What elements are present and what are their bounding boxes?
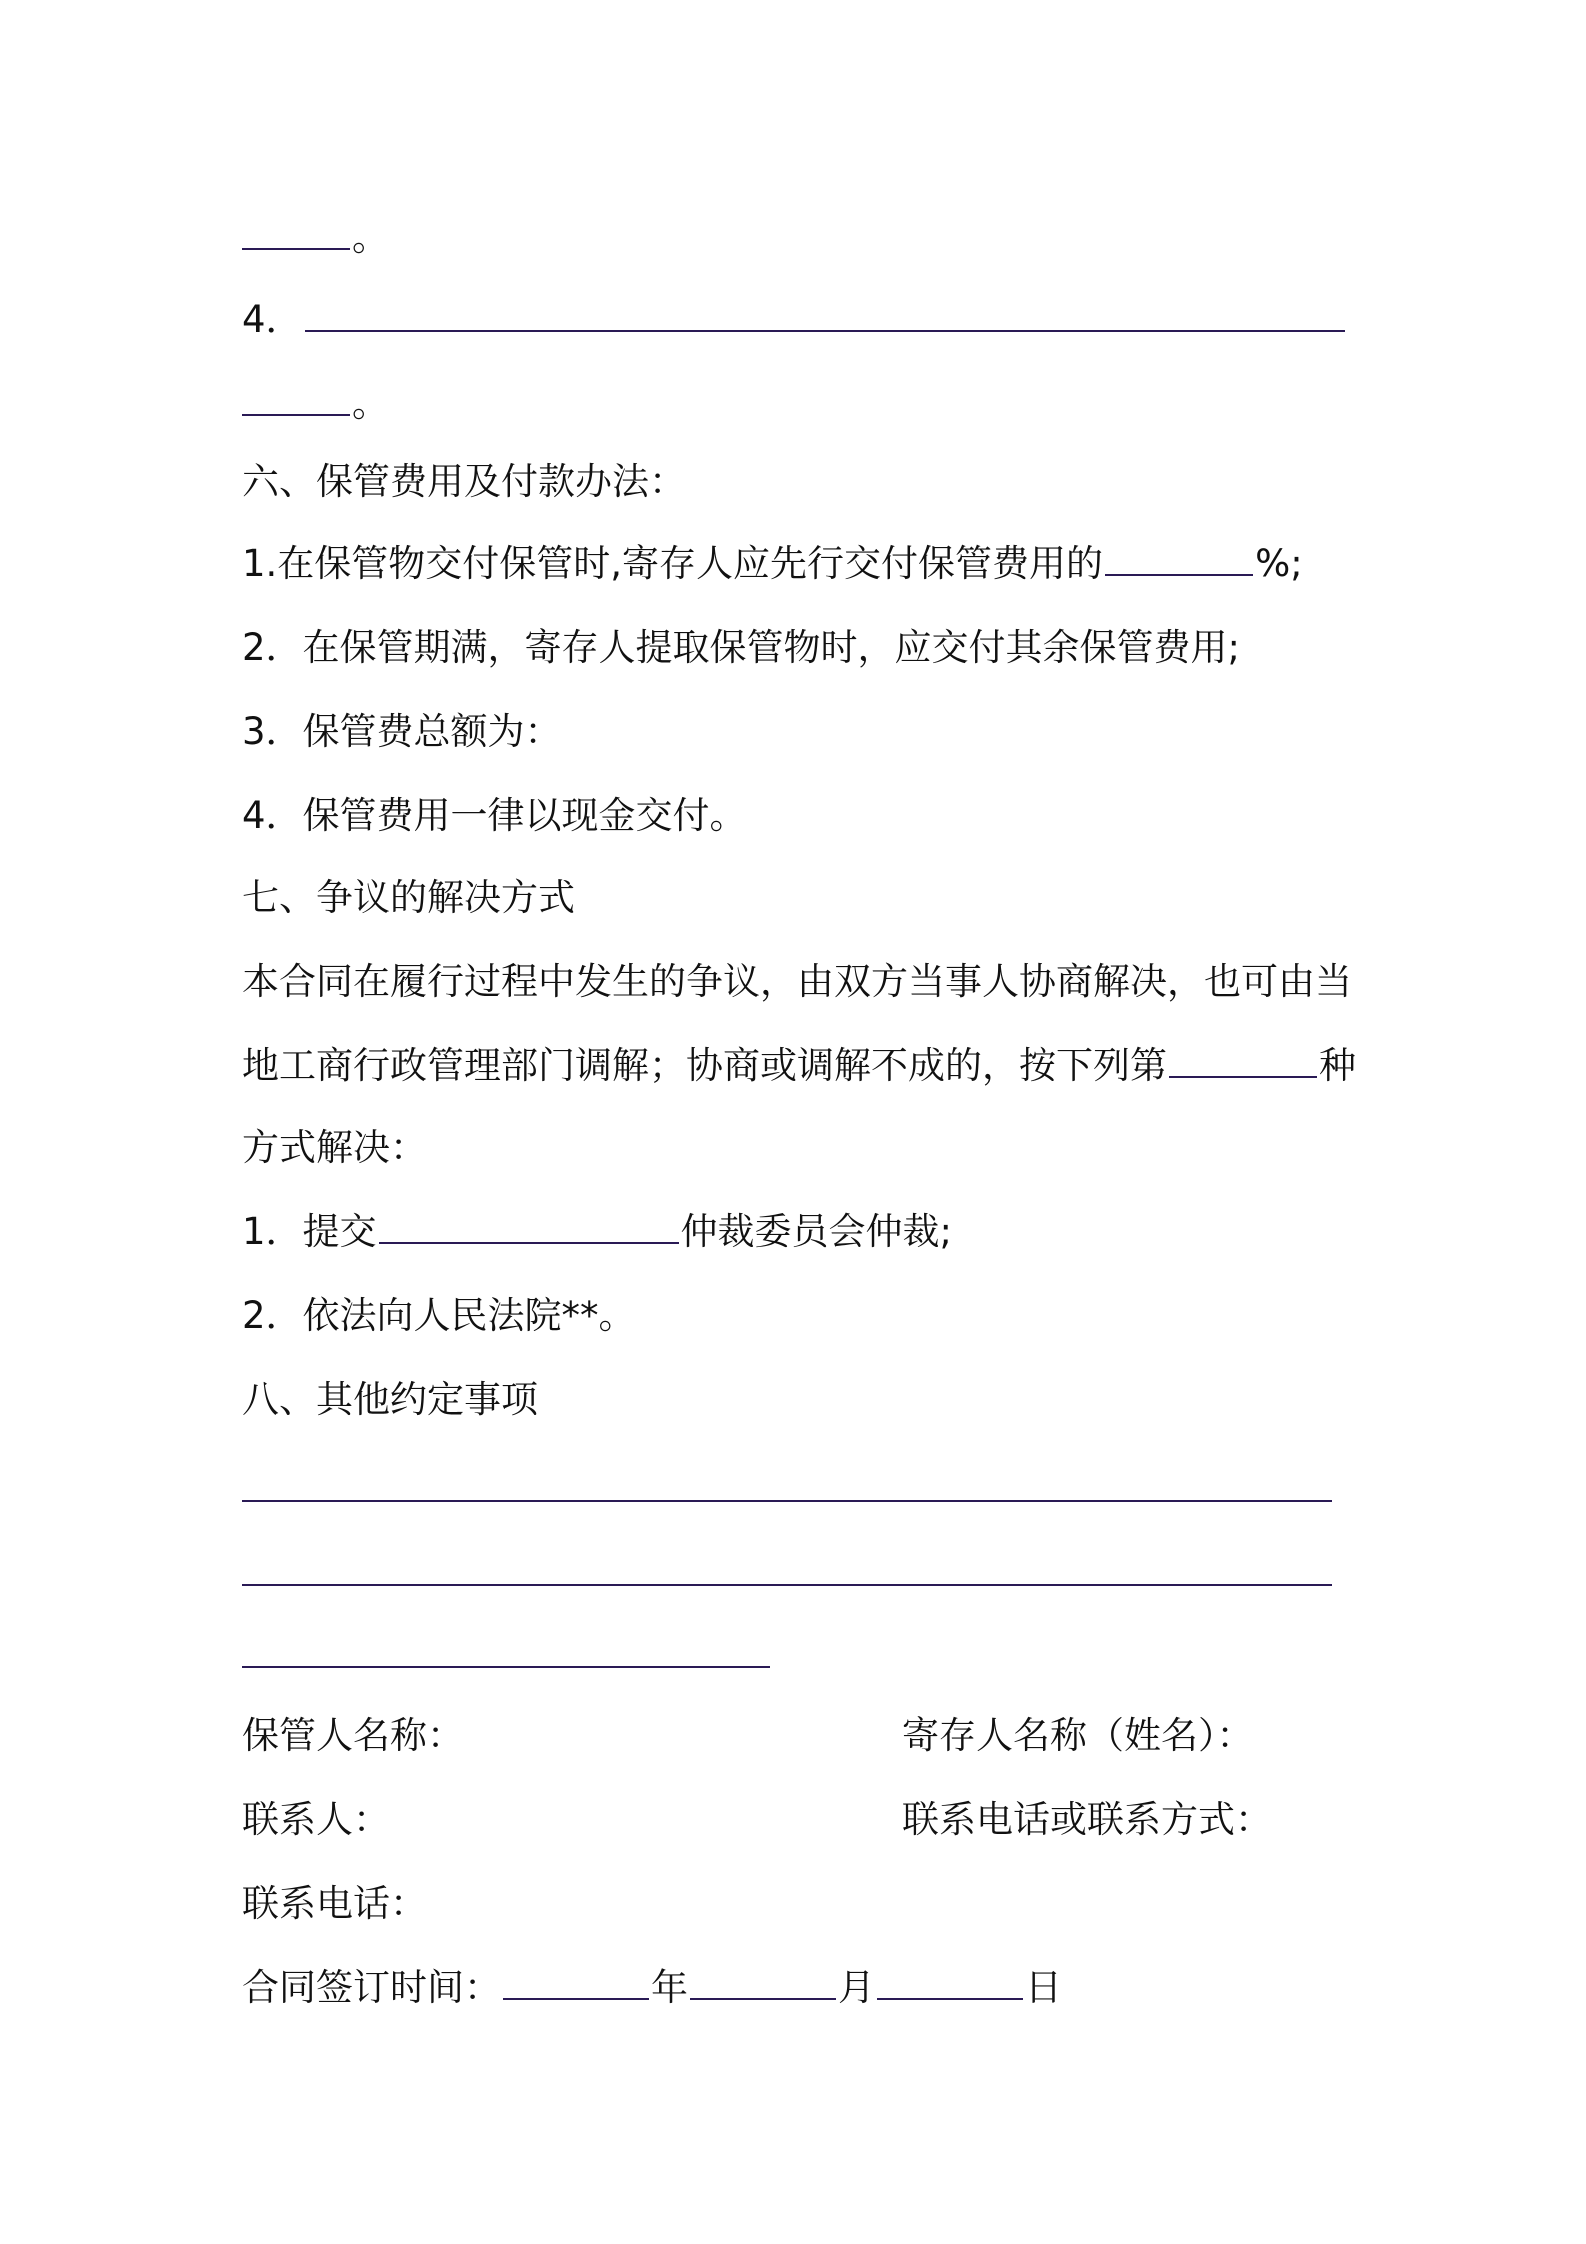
fill-line-1 [242,212,389,264]
fill-line-2 [242,294,1347,346]
depositor-name-label: 寄存人名称（姓名）： [902,1714,1254,1757]
section-6-item-2: 2．在保管期满，寄存人提取保管物时，应交付其余保管费用; [242,626,1241,669]
section-6-item-3: 3．保管费总额为： [242,710,562,753]
item-text: 1.在保管物交付保管时,寄存人应先行交付保管费用的 [242,542,1104,585]
day-blank[interactable] [877,1997,1023,2000]
year-blank[interactable] [503,1997,649,2000]
section-6-title: 六、保管费用及付款办法： [242,460,686,503]
item-number: 4． [242,298,303,341]
custodian-name-label: 保管人名称： [242,1714,464,1757]
agreement-blank-line-3[interactable] [242,1666,770,1668]
month-text: 月 [838,1966,875,2009]
month-blank[interactable] [690,1997,836,2000]
section-8-title: 八、其他约定事项 [242,1378,538,1421]
section-7-paragraph-2 [242,1040,1356,1092]
percent-blank[interactable] [1105,573,1253,576]
section-6-item-1 [242,538,1303,590]
blank-field[interactable] [242,247,350,250]
period-text: 。 [352,382,389,425]
section-7-item-1 [242,1206,952,1258]
day-text: 日 [1025,1966,1062,2009]
year-text: 年 [651,1966,688,2009]
method-blank[interactable] [1169,1075,1317,1078]
section-7-title: 七、争议的解决方式 [242,876,575,919]
depositor-contact-label: 联系电话或联系方式： [902,1798,1272,1841]
section-6-item-4: 4．保管费用一律以现金交付。 [242,794,747,837]
period-text: 。 [352,216,389,259]
contact-person-label: 联系人： [242,1798,390,1841]
fill-line-3 [242,378,389,430]
agreement-blank-line-2[interactable] [242,1584,1332,1586]
section-7-paragraph-3: 方式解决： [242,1126,427,1169]
agreement-blank-line-1[interactable] [242,1500,1332,1502]
section-7-item-2: 2．依法向人民法院**。 [242,1294,636,1337]
sign-date-row [242,1962,1062,2014]
paragraph-text-end: 种 [1319,1044,1356,1087]
item-text-end: 仲裁委员会仲裁; [680,1210,953,1253]
percent-text: %; [1255,542,1303,585]
arbitration-blank[interactable] [379,1241,679,1244]
blank-field[interactable] [242,413,350,416]
blank-field[interactable] [305,329,1345,332]
section-7-paragraph-1: 本合同在履行过程中发生的争议，由双方当事人协商解决，也可由当 [242,960,1352,1003]
paragraph-text: 地工商行政管理部门调解；协商或调解不成的，按下列第 [242,1044,1167,1087]
sign-date-label: 合同签订时间： [242,1966,501,2009]
item-text: 1．提交 [242,1210,377,1253]
contact-phone-label: 联系电话： [242,1882,427,1925]
